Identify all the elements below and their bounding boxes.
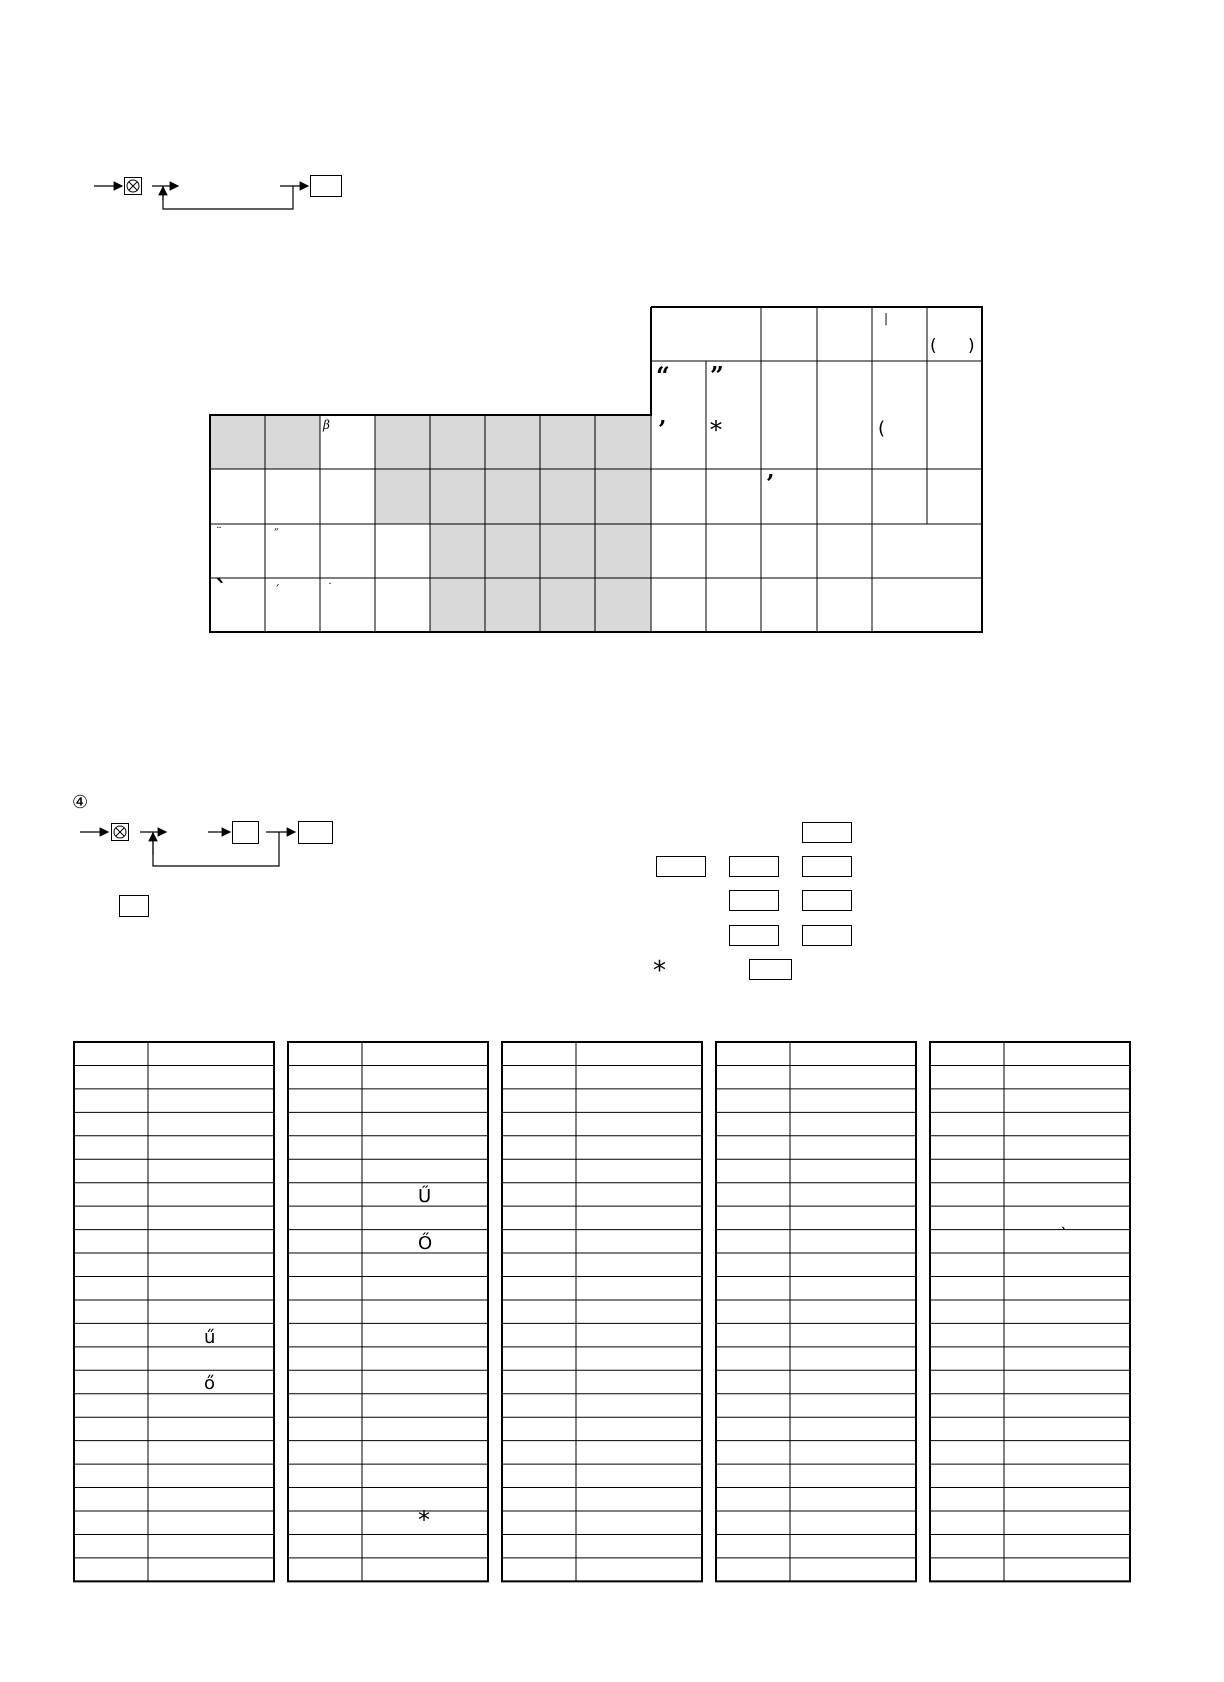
list-cell-glyph: * xyxy=(418,1506,430,1534)
double-acute-glyph: ˝ xyxy=(273,527,279,541)
list-cell-glyph: ` xyxy=(1060,1225,1069,1246)
list-table-3 xyxy=(502,1042,702,1581)
list-table-1 xyxy=(74,1042,274,1581)
asterisk-label: * xyxy=(653,956,666,986)
open-quote-glyph: “ xyxy=(656,361,670,390)
diaeresis-glyph: ¨ xyxy=(216,525,222,539)
apostrophe-glyph-2: ’ xyxy=(766,469,775,498)
list-cell-glyph: Ő xyxy=(418,1233,433,1254)
close-quote-glyph: ” xyxy=(710,361,724,390)
asterisk-glyph: * xyxy=(710,416,722,444)
parens-glyph: ( ) xyxy=(930,336,975,356)
pipe-glyph: | xyxy=(884,311,889,325)
grave-glyph: ` xyxy=(215,575,227,604)
list-table-2 xyxy=(288,1042,488,1581)
list-cell-glyph: Ű xyxy=(418,1186,432,1207)
step-number: ④ xyxy=(72,792,89,813)
apostrophe-glyph: ’ xyxy=(658,415,667,444)
list-cell-glyph: ű xyxy=(204,1327,216,1348)
list-table-5 xyxy=(930,1042,1130,1581)
dot-glyph: ˙ xyxy=(327,581,333,595)
acute-glyph: ´ xyxy=(274,583,280,597)
list-table-4 xyxy=(716,1042,916,1581)
beta-glyph: β xyxy=(323,418,330,432)
list-cell-glyph: ő xyxy=(204,1373,216,1394)
open-paren-glyph: ( xyxy=(878,418,886,439)
